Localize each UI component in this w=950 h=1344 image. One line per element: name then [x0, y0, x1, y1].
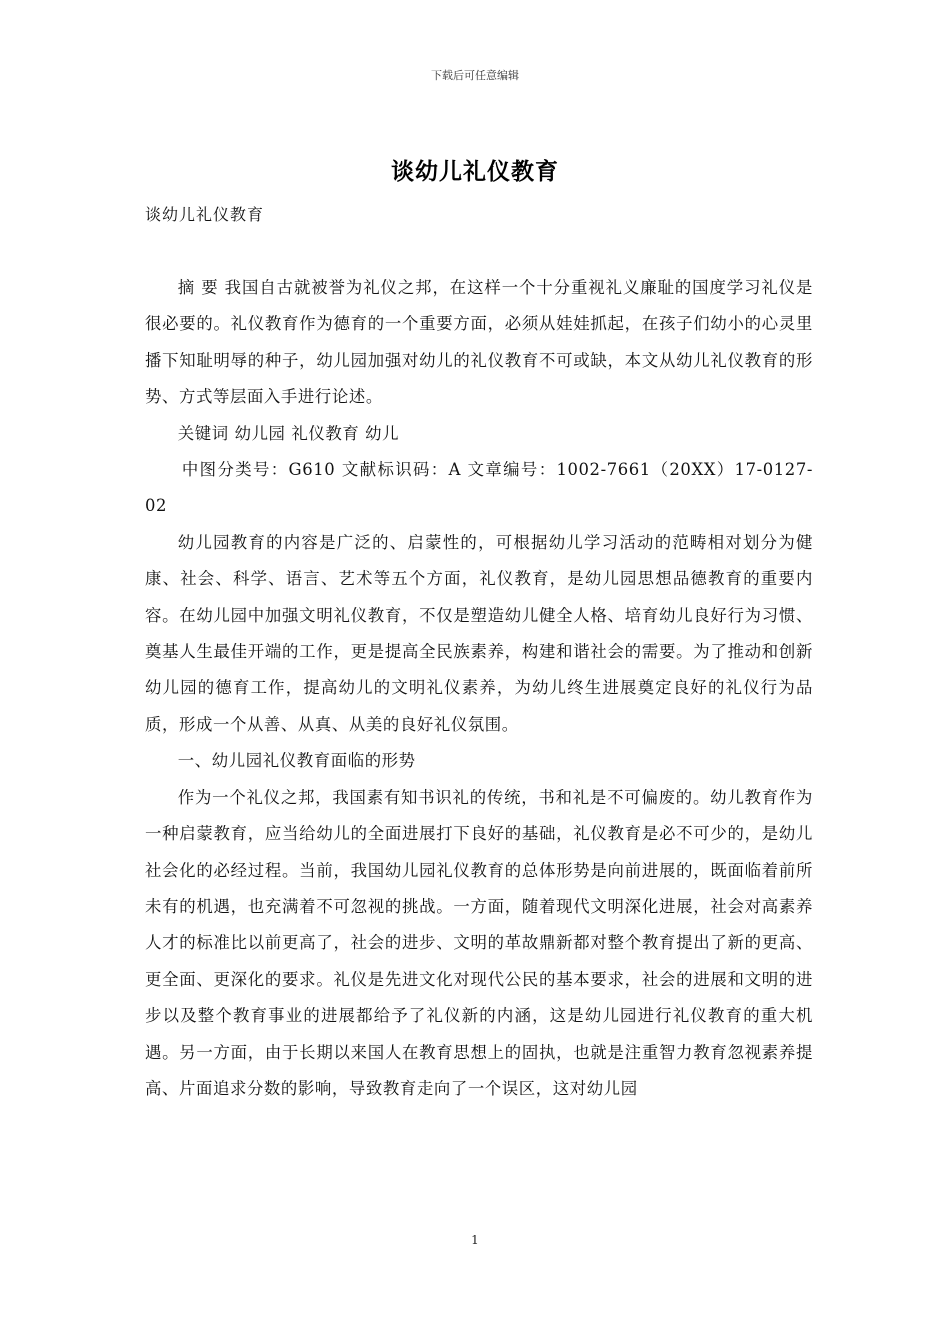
classification-line: 中图分类号：G610 文献标识码：A 文章编号：1002-7661（20XX）17-0127-02 — [145, 460, 813, 516]
header-note: 下载后可任意编辑 — [431, 69, 519, 82]
section-paragraph: 作为一个礼仪之邦，我国素有知书识礼的传统，书和礼是不可偏废的。幼儿教育作为一种启蒙教育，应当给幼儿的全面进展打下良好的基础，礼仪教育是必不可少的，是幼儿社会化的必经过程。当前，我国幼儿园礼仪教育的总体形势是向前进展的，既面临着前所未有的机遇，也充满着不可忽视的挑战。一方面，随着现代文明深化进展，社会对高素养人才的标准比以前更高了，社会的进步、文明的革故鼎新都对整个教育提出了新的更高、更全面、更深化的要求。礼仪是先进文化对现代公民的基本要求，社会的进展和文明的进步以及整个教育事业的进展都给予了礼仪新的内涵，这是幼儿园进行礼仪教育的重大机遇。另一方面，由于长期以来国人在教育思想上的固执，也就是注重智力教育忽视素养提高、片面追求分数的影响，导致教育走向了一个误区，这对幼儿园 — [145, 787, 813, 1098]
document-body — [145, 270, 813, 1107]
document-subtitle: 谈幼儿礼仪教育 — [145, 205, 265, 224]
abstract-paragraph: 摘 要 我国自古就被誉为礼仪之邦，在这样一个十分重视礼义廉耻的国度学习礼仪是很必要的。礼仪教育作为德育的一个重要方面，必须从娃娃抓起，在孩子们幼小的心灵里播下知耻明辱的种子，幼儿园加强对幼儿的礼仪教育不可或缺，本文从幼儿礼仪教育的形势、方式等层面入手进行论述。 — [145, 278, 813, 407]
section-heading: 一、幼儿园礼仪教育面临的形势 — [177, 751, 416, 771]
keywords-line: 关键词 幼儿园 礼仪教育 幼儿 — [177, 423, 400, 443]
intro-paragraph: 幼儿园教育的内容是广泛的、启蒙性的，可根据幼儿学习活动的范畴相对划分为健康、社会、科学、语言、艺术等五个方面，礼仪教育，是幼儿园思想品德教育的重要内容。在幼儿园中加强文明礼仪教育，不仅是塑造幼儿健全人格、培育幼儿良好行为习惯、奠基人生最佳开端的工作，更是提高全民族素养，构建和谐社会的需要。为了推动和创新幼儿园的德育工作，提高幼儿的文明礼仪素养，为幼儿终生进展奠定良好的礼仪行为品质，形成一个从善、从真、从美的良好礼仪氛围。 — [145, 532, 813, 734]
document-title: 谈幼儿礼仪教育 — [391, 159, 559, 185]
page-number: 1 — [471, 1233, 479, 1247]
